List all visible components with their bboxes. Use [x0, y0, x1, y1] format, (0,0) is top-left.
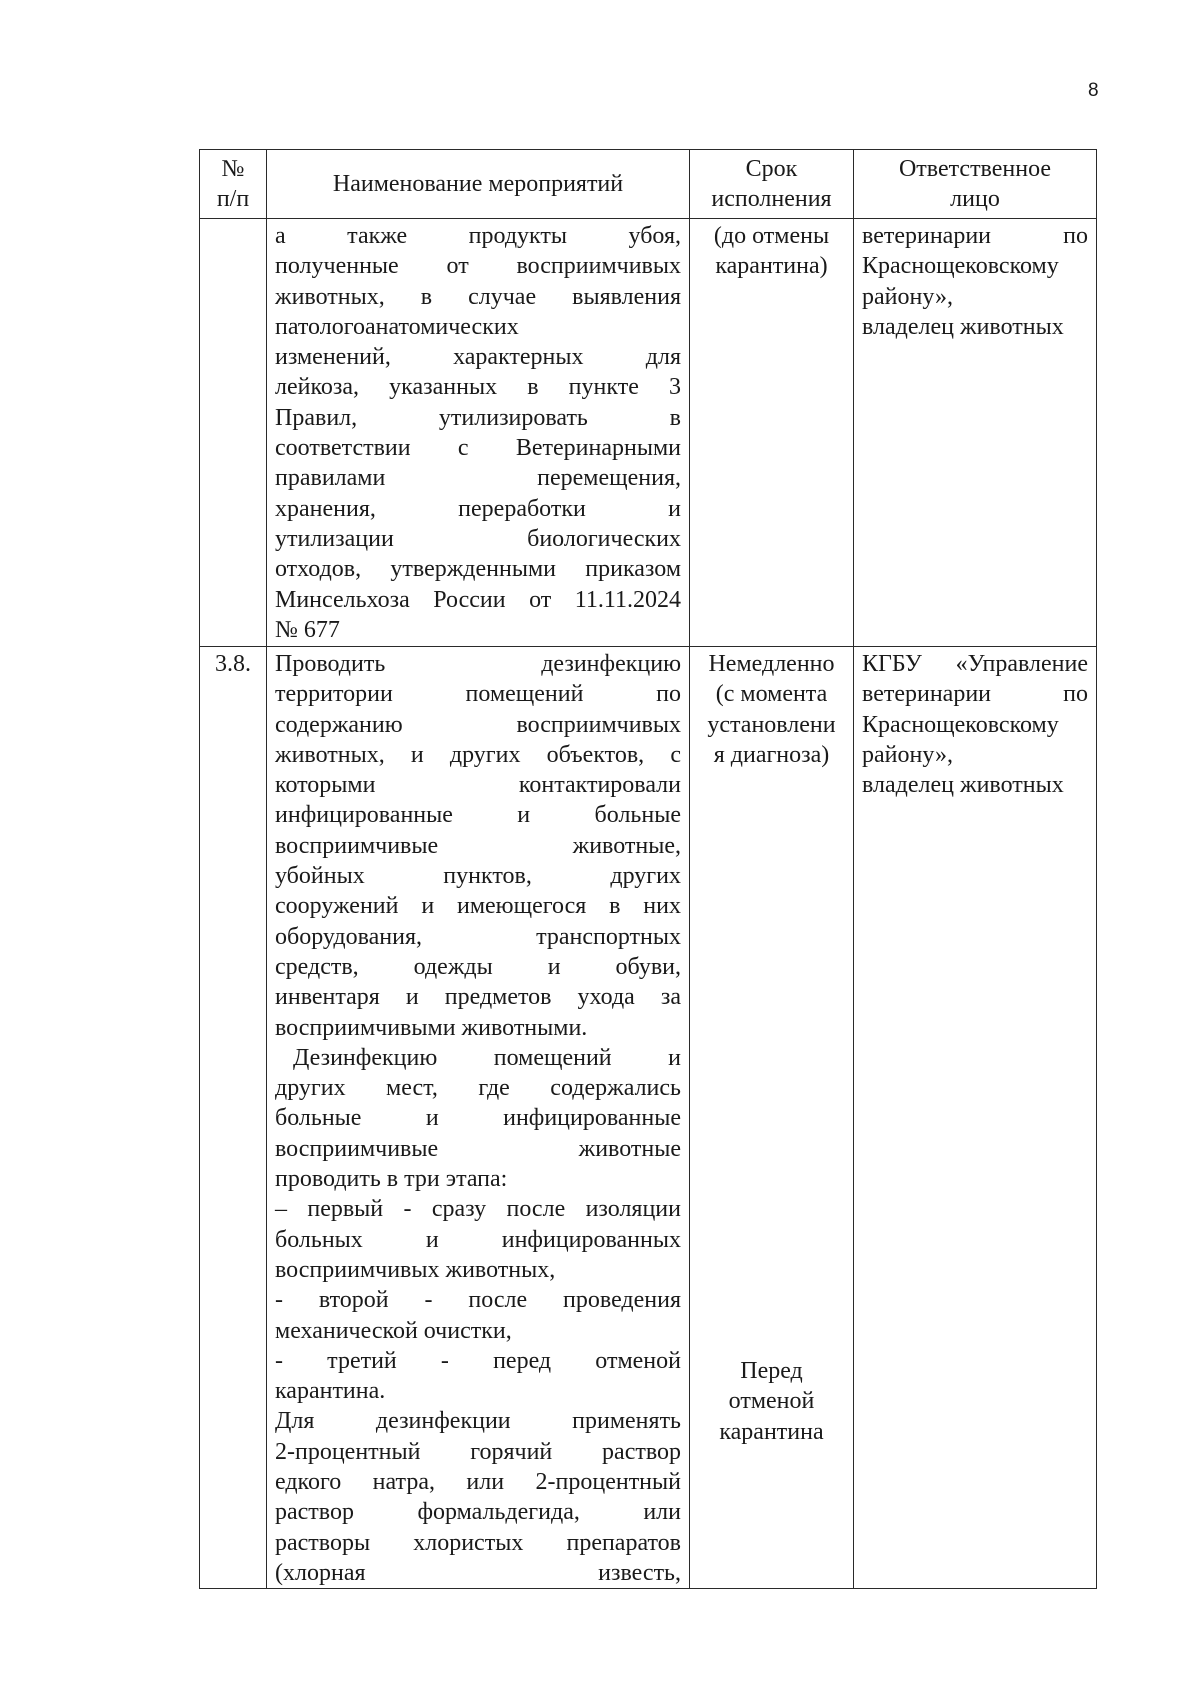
text-line: животных, в случае выявления — [275, 283, 681, 310]
responsible-line: району», — [862, 741, 953, 768]
text-line: лейкоза, указанных в пункте 3 — [275, 374, 681, 401]
header-term-line: Срок — [745, 155, 798, 182]
text-line: изменений, характерных для — [275, 344, 681, 371]
text-line: Правил, утилизировать в — [275, 404, 681, 431]
header-responsible-line: Ответственное — [898, 155, 1052, 182]
text-line: больные и инфицированные — [275, 1105, 681, 1132]
text-line: восприимчивые животные — [275, 1135, 681, 1162]
text-line: – первый - сразу после изоляции — [275, 1196, 681, 1223]
responsible-line: Краснощековскому — [862, 253, 1059, 280]
text-line: восприимчивыми животными. — [275, 1014, 588, 1041]
term-line: карантина — [719, 1418, 824, 1445]
header-name: Наименование мероприятий — [267, 150, 690, 219]
responsible-line: владелец животных — [862, 313, 1064, 340]
responsible-line: ветеринарии по — [862, 223, 1088, 249]
text-line: правилами перемещения, — [275, 465, 681, 492]
responsible-line: району», — [862, 283, 953, 310]
text-line: карантина. — [275, 1378, 386, 1405]
term-line: я диагноза) — [713, 741, 830, 768]
text-line: больных и инфицированных — [275, 1226, 681, 1253]
text-line: 2-процентный горячий раствор — [275, 1438, 681, 1465]
header-responsible-line: лицо — [950, 186, 1000, 212]
term-line: установлени — [707, 711, 836, 738]
term-spacer — [698, 770, 845, 1356]
text-line: растворы хлористых препаратов — [275, 1529, 681, 1556]
text-line: убойных пунктов, других — [275, 863, 681, 890]
row-num-cell: 3.8. — [200, 647, 267, 1589]
header-num — [200, 150, 267, 219]
row-name-cell — [267, 219, 690, 647]
row-responsible-cell — [854, 219, 1097, 647]
text-line: Для дезинфекции применять — [275, 1408, 681, 1435]
table-row — [200, 219, 1097, 647]
text-line: животных, и других объектов, с — [275, 741, 681, 768]
row-term-cell — [690, 219, 854, 647]
header-responsible — [854, 150, 1097, 219]
text-line: - третий - перед отменой — [275, 1347, 681, 1374]
text-line: Дезинфекцию помещений и — [293, 1044, 681, 1071]
text-line: инфицированные и больные — [275, 802, 681, 829]
text-line: отходов, утвержденными приказом — [275, 556, 681, 583]
text-line: раствор формальдегида, или — [275, 1499, 681, 1526]
text-line: патологоанатомических — [275, 313, 519, 340]
text-line: № 677 — [275, 616, 340, 643]
text-line: механической очистки, — [275, 1317, 512, 1344]
text-line: - второй - после проведения — [275, 1287, 681, 1314]
text-line: соответствии с Ветеринарными — [275, 435, 681, 462]
text-line: средств, одежды и обуви, — [275, 953, 681, 980]
text-line: содержанию восприимчивых — [275, 711, 681, 738]
row-num-cell — [200, 219, 267, 647]
term-line: Перед — [740, 1358, 803, 1385]
header-num-line: п/п — [216, 186, 250, 212]
text-line: проводить в три этапа: — [275, 1166, 508, 1193]
header-term-line: исполнения — [711, 186, 832, 212]
text-line: которыми контактировали — [275, 772, 681, 799]
row-responsible-cell — [854, 647, 1097, 1589]
text-line: территории помещений по — [275, 681, 681, 708]
term-line: (до отмены — [713, 223, 830, 249]
text-line: Минсельхоза России от 11.11.2024 — [275, 586, 681, 613]
term-line: (с момента — [715, 681, 828, 708]
responsible-line: Краснощековскому — [862, 711, 1059, 738]
text-line: инвентаря и предметов ухода за — [275, 984, 681, 1011]
term-line: отменой — [728, 1388, 815, 1415]
header-num-line: № — [221, 155, 245, 182]
text-line: (хлорная известь, — [275, 1559, 681, 1586]
responsible-line: владелец животных — [862, 772, 1064, 799]
text-line: а также продукты убоя, — [275, 223, 681, 249]
table-row — [200, 647, 1097, 1589]
text-line: едкого натра, или 2-процентный — [275, 1469, 681, 1496]
table-header-row — [200, 150, 1097, 219]
page-number: 8 — [1088, 80, 1099, 101]
text-line: утилизации биологических — [275, 525, 681, 552]
term-line: Немедленно — [708, 651, 835, 677]
term-line: карантина) — [715, 253, 828, 280]
text-line: полученные от восприимчивых — [275, 253, 681, 280]
text-line: оборудования, транспортных — [275, 923, 681, 950]
text-line: Проводить дезинфекцию — [275, 651, 681, 677]
row-term-cell — [690, 647, 854, 1589]
text-line: восприимчивых животных, — [275, 1256, 556, 1283]
row-name-cell — [267, 647, 690, 1589]
measures-table — [199, 149, 1097, 1589]
text-line: сооружений и имеющегося в них — [275, 893, 681, 920]
text-line: хранения, переработки и — [275, 495, 681, 522]
text-line: восприимчивые животные, — [275, 832, 681, 859]
responsible-line: КГБУ «Управление — [862, 651, 1088, 677]
text-line: других мест, где содержались — [275, 1075, 681, 1102]
responsible-line: ветеринарии по — [862, 681, 1088, 708]
header-term — [690, 150, 854, 219]
